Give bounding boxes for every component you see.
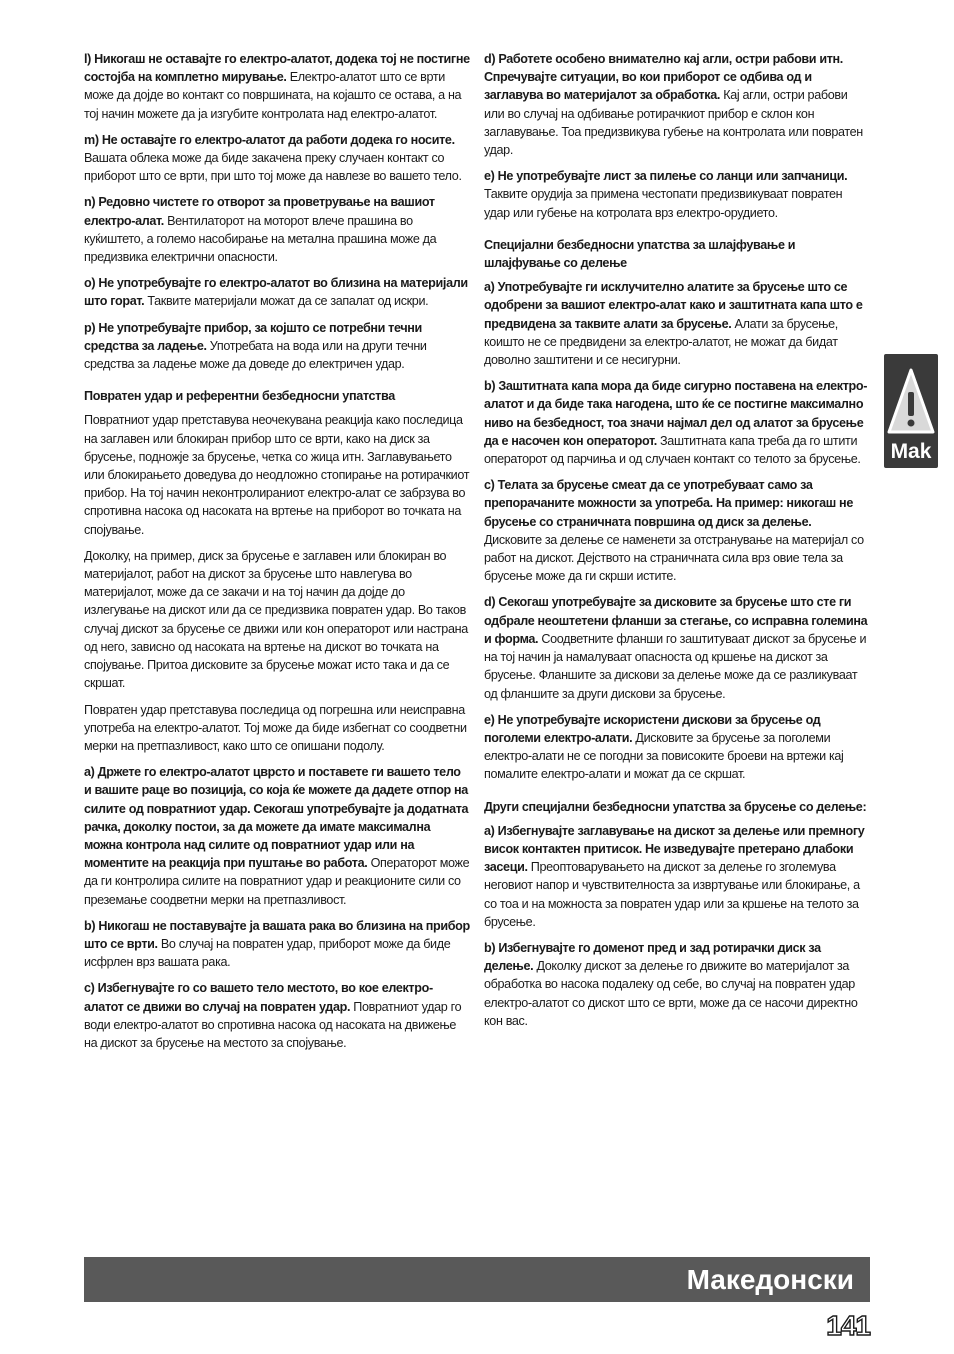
list-item: a) Употребувајте ги исклучително алатите за брусење што се одобрени за вашиот електро-алат како и заштитната капа што е предвидена за таквите алати за брусење. Алати за брусење, коишто не се предвидени за електро-алатот, не можат да бидат доволно заштитени и се несигурни. [484, 280, 863, 368]
footer-band [84, 1257, 870, 1302]
list-item: c) Телата за брусење смеат да се употребуваат само за препорачаните можности за употреба. На пример: никогаш не брусење со страничната површина од диск за делење. Дисковите за делење се наменети за отстранување на материјал со работ на дискот. Дејството на страничната сила врз овие тела за брусење може да ги скрши истите. [484, 478, 864, 584]
paragraph: Доколку, на пример, диск за брусење е заглавен или блокиран во материјалот, работ на дискот за брусење што навлегува во материјалот, може да се закачи и на тој начин да дојде до излегување на дискот или да се предизвика повратен удар. Во таков случај дискот за брусење се движи или кон операторот или настрана од него, зависно од насоката на вртење на дискот во точката на спојување. Притоа дисковите за брусење можат исто така и да се скршат. [84, 548, 468, 691]
paragraph: Повратниот удар претставува неочекувана реакција како последица на заглавен или блокиран прибор што се врти, како на диск за брусење, подножје за брусење, четка со жица итн. Заглавувањето или блокирањето доведува до неодложно стопирање на ротирачкиот прибор. На тој начин неконтролираниот електро-алат се забрзува во спротивна насока од насоката на вртење на приборот во точката на спојување. [84, 413, 470, 537]
list-item: c) Избегнувајте го со вашето тело местото, во кое електро-алатот се движи во случај на повратен удар. Повратниот удар го води електро-алатот во спротивна насока од насоката на движење на дискот за брусење на местото за спојување. [84, 981, 462, 1050]
list-item: d) Работете особено внимателно кај агли, остри рабови итн. Спречувајте ситуации, во кои приборот се одбива од и заглавува во материјалот за обработка. Кај агли, остри рабови или во случај на одбивање ротирачкиот прибор е склон кон заглавување. Тоа предизвикува губење на контролата или повратен удар. [484, 52, 863, 158]
language-tab-label: Mak [890, 440, 932, 463]
page-number: 141 [826, 1310, 870, 1341]
left-column [84, 50, 470, 1060]
language-side-tab [884, 354, 938, 468]
list-item: n) Редовно чистете го отворот за проветрување на вашиот електро-алат. Вентилаторот на моторот влече прашина во куќиштето, а големо насобирање на метална прашина може да предизвика електрични опасности. [84, 195, 437, 265]
warning-triangle-icon [887, 362, 935, 436]
footer-language-title: Македонски [686, 1264, 854, 1295]
list-item: a) Држете го електро-алатот цврсто и поставете ги вашето тело и вашите раце во позиција, со која ќе можете да дадете отпор на силите од повратниот удар. Секогаш употребувајте ја додатната рачка, доколку постои, за да можете да имате максимална можна контрола над силите од повратниот удар или на моментите на реакција при пуштање во работа. Операторот може да ги контролира силите на повратниот удар и реакционите сили со преземање соодветни мерки на претпазливост. [84, 765, 470, 907]
list-item: p) Не употребувајте прибор, за којшто се потребни течни средства за ладење. Употребата на вода или на други течни средства за ладење може да доведе до електричен удар. [84, 320, 427, 372]
list-item: e) Не употребувајте искористени дискови за брусење од поголеми електро-алати. Дисковите за брусење за поголеми електро-алати не се погодни за повисоките броеви на вртежи кај помалите електро-алати и можат да се скршат. [484, 712, 844, 782]
section-heading-kickback: Повратен удар и референтни безбедносни упатства [84, 389, 395, 404]
list-item: d) Секогаш употребувајте за дисковите за брусење што сте ги одбрале неоштетени фланши за стегање, со исправна големина и форма. Соодветните фланши го заштитуваат дискот за брусење и на тој начин ја намалуваат опасноста од кршење на дискот за брусење. Фланшите за дискови за делење може да се разликуваат од фланшите за други дискови за брусење. [484, 595, 868, 701]
list-item: m) Не оставајте го електро-алатот да работи додека го носите. Вашата облека може да биде закачена преку случаен контакт со приборот што се врти, при што тој може да навлезе во вашето тело. [84, 132, 462, 184]
list-item: a) Избегнувајте заглавување на дискот за делење или премногу висок контактен притисок. Не изведувајте претерано длабоки засеци. Преоптоварувањето на дискот за делење го зголемува неговиот напор и чувствителноста за извртување или блокирање, а со тоа и на можноста за повратен удар или за кршење на телото за брусење. [484, 823, 865, 929]
list-item: o) Не употребувајте го електро-алатот во близина на материјали што горат. Таквите материјали можат да се запалат од искри. [84, 276, 468, 309]
section-heading-grinding: Специјални безбедносни упатства за шлајфување и шлајфување со делење [484, 237, 796, 271]
list-item: b) Никогаш не поставувајте ја вашата рака во близина на прибор што се врти. Во случај на повратен удар, приборот може да биде исфрлен врз вашата рака. [84, 918, 470, 970]
section-heading-cutting: Други специјални безбедносни упатства за брусење со делење: [484, 799, 867, 814]
paragraph: Повратен удар претставува последица од погрешна или неисправна употреба на електро-алатот. Тој може да биде избегнат со соодветни мерки на претпазливост, како што се опишани подолу. [84, 702, 467, 753]
list-item: b) Избегнувајте го доменот пред и зад ротирачки диск за делење. Доколку дискот за делење го движите во материјалот за обработка во насока подалеку од себе, во случај на повратен удар електро-алатот со дискот што се врти, може да се насочи директно кон вас. [484, 940, 858, 1028]
list-item: e) Не употребувајте лист за пилење со ланци или запчаници. Таквите орудија за примена честопати предизвикуваат повратен удар или губење на котролата врз електро-орудието. [484, 169, 848, 220]
list-item: b) Заштитната капа мора да биде сигурно поставена на електро-алатот и да биде така нагодена, што ќе се постигне максимално ниво на безбедност, тоа значи најмал дел од алатот за брусење да е насочен кон операторот. Заштитната капа треба да го штити операторот од парчиња и од случаен контакт со телото за брусење. [484, 379, 868, 467]
right-column [484, 50, 870, 1038]
list-item: l) Никогаш не оставајте го електро-алатот, додека тој не постигне состојба на комплетно мирување. Електро-алатот што се врти може да дојде во контакт со површината, на којашто се остава, а на тој начин можете да ја изгубите контролата над електро-алатот. [84, 52, 470, 121]
